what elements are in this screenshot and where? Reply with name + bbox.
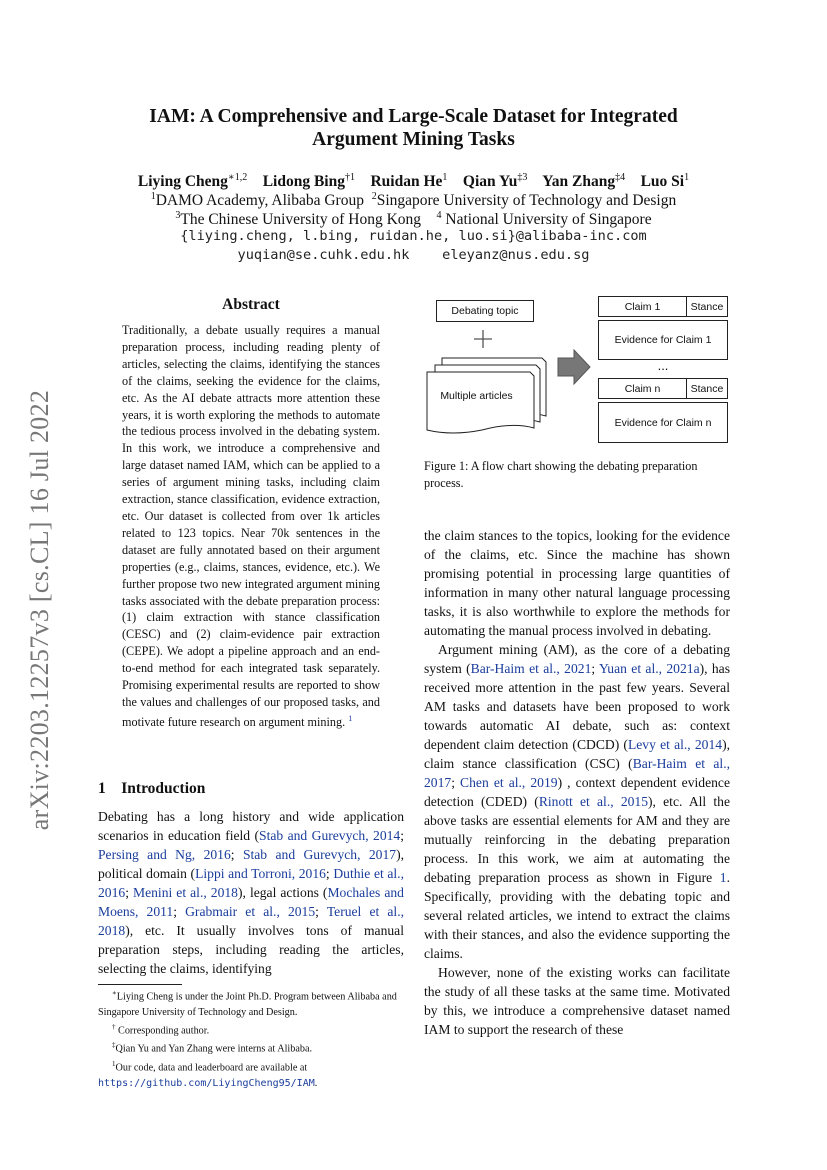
figure-flowchart <box>424 292 734 448</box>
paragraph: the claim stances to the topics, looking for the evidence of the claims, etc. Since the machine has shown promising potential in processing large quantities of information in many other natural language processing tasks, it is also worthwhile to explore the methods for automating the manual process involved in debating. <box>424 528 730 638</box>
citation-link[interactable]: Bar-Haim et al., 2017 <box>424 756 730 790</box>
affiliation-line-2: $^3$The Chinese University of Hong Kong $^4$ National University of Singapore <box>175 210 652 229</box>
abstract-text: Traditionally, a debate usually requires a manual preparation process, including reading plenty of articles, selecting the claims, identifying the stances of the claims, seeking the evidence for the claims, etc. As the AI debate attracts more attention these years, it is worth exploring the methods to automate the tedious process involved in the debating system. In this work, we introduce a comprehensive and large dataset named IAM, which can be applied to a series of argument mining tasks, including claim extraction, stance classification, evidence extraction, etc. Our dataset is collected from over 1k articles related to 123 topics. Near 70k sentences in the dataset are fully annotated based on their argument properties (e.g., claims, stances, evidence, etc.). We further propose two new integrated argument mining tasks associated with the debate preparation process: (1) claim extraction with stance classification (CESC) and (2) claim-evidence pair extraction (CEPE). We adopt a pipeline approach and an end-to-end method for each integrated task separately. Promising experimental results are reported to show the values and challenges of our proposed tasks, and motivate future research on argument mining. $^1$ <box>122 323 380 729</box>
figure-ref-link[interactable]: 1 <box>719 870 727 885</box>
email-line-2: yuqian@se.cuhk.edu.hk eleyanz@nus.edu.sg <box>237 247 590 263</box>
author: Qian Yu$^{\ddagger 3}$ <box>462 172 528 191</box>
author: Ruidan He$^1$ <box>370 172 448 191</box>
citation-link[interactable]: Stab and Gurevych, 2014 <box>259 828 401 843</box>
arxiv-stamp <box>20 370 60 850</box>
author: Yan Zhang$^{\ddagger 4}$ <box>542 172 626 191</box>
citation-link[interactable]: Levy et al., 2014 <box>627 737 723 752</box>
paper-title <box>80 105 747 151</box>
citation-link[interactable]: Rinott et al., 2015 <box>538 794 649 809</box>
footnote-4: $^1$Our code, data and leaderboard are available at https://github.com/LiyingCheng95/IAM. <box>98 1059 318 1089</box>
citation-link[interactable]: Teruel et al., 2018 <box>98 904 404 938</box>
email-line-1: {liying.cheng, l.bing, ruidan.he, luo.si}@alibaba-inc.com <box>180 228 647 244</box>
footnote-rule <box>98 984 182 985</box>
citation-link[interactable]: Lippi and Torroni, 2016 <box>195 866 326 881</box>
footnote-2: † Corresponding author. <box>112 1022 210 1037</box>
stance-1-box: Stance <box>686 296 728 317</box>
citation-link[interactable]: Persing and Ng, 2016 <box>98 847 231 862</box>
footnotes <box>98 986 404 1091</box>
citation-link[interactable]: Duthie et al., 2016 <box>98 866 404 900</box>
ellipsis-label: ... <box>657 357 669 373</box>
claim-1-box: Claim 1 <box>598 296 687 317</box>
footnote-1: ∗Liying Cheng is under the Joint Ph.D. Program between Alibaba and Singapore University of Technology and Design. <box>98 989 397 1018</box>
debating-topic-box: Debating topic <box>436 300 534 322</box>
figure-caption: Figure 1: A flow chart showing the debating preparation process. <box>424 459 698 490</box>
claim-n-box: Claim n <box>598 378 687 399</box>
title-line-2: Argument Mining Tasks <box>312 129 515 150</box>
multiple-articles-label: Multiple articles <box>440 390 513 402</box>
evidence-1-box: Evidence for Claim 1 <box>598 320 728 360</box>
citation-link[interactable]: Chen et al., 2019 <box>460 775 558 790</box>
citation-link[interactable]: Bar-Haim et al., 2021 <box>470 661 592 676</box>
citation-link[interactable]: Stab and Gurevych, 2017 <box>242 847 397 862</box>
citation-link[interactable]: Menini et al., 2018 <box>133 885 238 900</box>
footnote-ref[interactable]: 1 <box>348 713 353 723</box>
citation-link[interactable]: Grabmair et al., 2015 <box>185 904 316 919</box>
author: Lidong Bing$^{\dagger 1}$ <box>262 172 355 191</box>
repo-link[interactable]: https://github.com/LiyingCheng95/IAM <box>98 1077 315 1089</box>
arxiv-stamp-text: arXiv:2203.12257v3 [cs.CL] 16 Jul 2022 <box>25 389 54 831</box>
paragraph: However, none of the existing works can facilitate the study of all these tasks at the same time. Motivated by this, we introduce a comprehensive dataset named IAM to support the research of these <box>424 965 730 1037</box>
citation-link[interactable]: Yuan et al., 2021a <box>599 661 700 676</box>
paragraph: Argument mining (AM), as the core of a debating system (Bar-Haim et al., 2021; Yuan et al., 2021a), has received more attention in the past few years. Several AM tasks and datasets have been proposed to work towards automatic AI debate, such as: context dependent claim detection (CDCD) (Levy et al., 2014), claim stance classification (CSC) (Bar-Haim et al., 2017; Chen et al., 2019) , context dependent evidence detection (CDED) (Rinott et al., 2015), etc. All the above tasks are essential elements for AM and they are mutually reinforcing in the debating preparation process. In this work, we aim at automating the debating preparation process as shown in Figure 1. Specifically, providing with the debating topic and several related articles, we intend to extract the claims with their stances, and also the evidence supporting the claims. <box>424 642 731 961</box>
intro-paragraph: Debating has a long history and wide application scenarios in education field (Stab and Gurevych, 2014; Persing and Ng, 2016; Stab and Gurevych, 2017), political domain (Lippi and Torroni, 2016; Duthie et al., 2016; Menini et al., 2018), legal actions (Mochales and Moens, 2011; Grabmair et al., 2015; Teruel et al., 2018), etc. It usually involves tons of manual preparation steps, including reading the articles, selecting the claims, identifying <box>98 809 404 976</box>
abstract-heading: Abstract <box>222 296 280 313</box>
affiliation-line-1: $^1$DAMO Academy, Alibaba Group $^2$Singapore University of Technology and Design <box>150 191 677 210</box>
evidence-n-box: Evidence for Claim n <box>598 402 728 443</box>
footnote-3: ‡Qian Yu and Yan Zhang were interns at Alibaba. <box>112 1041 313 1055</box>
arrow-right-icon <box>558 350 590 384</box>
stance-n-box: Stance <box>686 378 728 399</box>
citation-link[interactable]: Mochales and Moens, 2011 <box>98 885 404 919</box>
title-line-1: IAM: A Comprehensive and Large-Scale Dataset for Integrated <box>149 106 678 127</box>
right-column-body <box>424 526 730 1039</box>
author: Liying Cheng$^{∗1,2}$ <box>137 172 248 191</box>
section-heading-introduction: 1 Introduction <box>98 780 206 797</box>
author: Luo Si$^1$ <box>640 172 690 191</box>
